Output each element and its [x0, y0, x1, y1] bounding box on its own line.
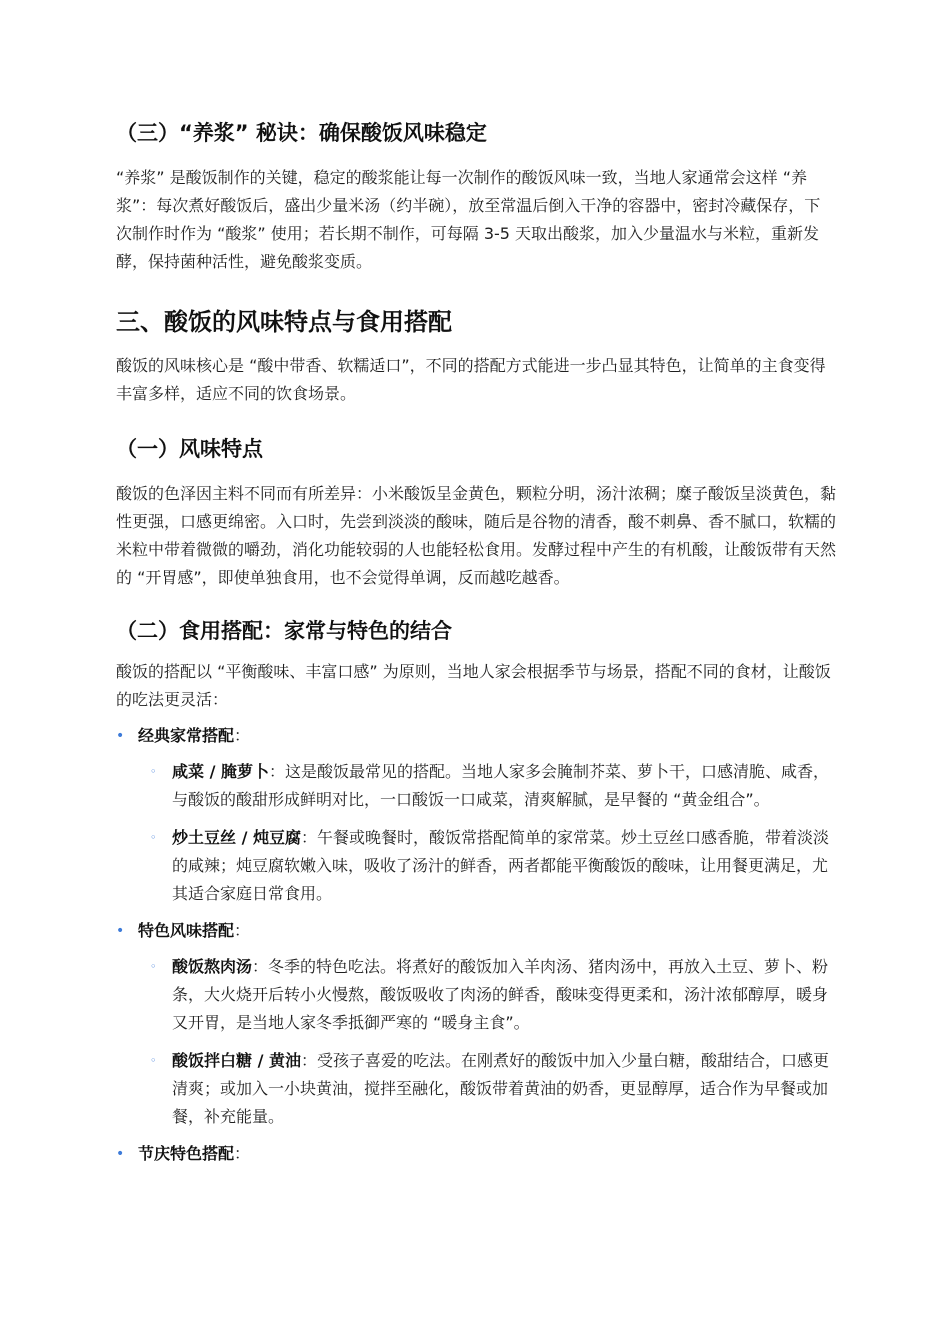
sub-bullet-icon: ◦	[150, 1054, 157, 1067]
list-item-classic	[116, 722, 836, 908]
paragraph-flavor: 酸饭的色泽因主料不同而有所差异：小米酸饭呈金黄色，颗粒分明，汤汁浓稠；糜子酸饭呈淡黄色，黏性更强，口感更绵密。入口时，先尝到淡淡的酸味，随后是谷物的清香，酸不刺鼻、香不腻口，软糯的米粒中带着微微的嚼劲，消化功能较弱的人也能轻松食用。发酵过程中产生的有机酸，让酸饭带有天然的 “开胃感”，即使单独食用，也不会觉得单调，反而越吃越香。	[116, 484, 837, 587]
sublist-item-text: ：这是酸饭最常见的搭配。当地人家多会腌制芥菜、萝卜干，口感清脆、咸香，与酸饭的酸甜形成鲜明对比，一口酸饭一口咸菜，清爽解腻，是早餐的 “黄金组合”。	[172, 762, 830, 809]
sublist-item	[138, 1047, 836, 1131]
list-item-title: 经典家常搭配	[138, 726, 235, 745]
list-item-special	[116, 917, 836, 1131]
sublist-item-title: 炒土豆丝 / 炖豆腐	[172, 828, 301, 847]
list-item-title: 特色风味搭配	[138, 921, 235, 940]
chapter-heading-flavor-pairing: 三、酸饭的风味特点与食用搭配	[116, 308, 452, 336]
sublist-item	[138, 953, 836, 1037]
sublist-classic	[138, 758, 836, 908]
sub-bullet-icon: ◦	[150, 831, 157, 844]
sublist-item-text: ：冬季的特色吃法。将煮好的酸饭加入羊肉汤、猪肉汤中，再放入土豆、萝卜、粉条，大火烧开后转小火慢熬，酸饭吸收了肉汤的鲜香，酸味变得更柔和，汤汁浓郁醇厚，暖身又开胃，是当地人家冬季抵御严寒的 “暖身主食”。	[172, 957, 829, 1032]
sublist-item-text: ：受孩子喜爱的吃法。在刚煮好的酸饭中加入少量白糖，酸甜结合，口感更清爽；或加入一小块黄油，搅拌至融化，酸饭带着黄油的奶香，更显醇厚，适合作为早餐或加餐，补充能量。	[172, 1051, 830, 1126]
sublist-item	[138, 824, 836, 908]
document-page	[116, 112, 836, 1168]
sublist-special	[138, 953, 836, 1131]
list-item-colon: ：	[234, 726, 251, 745]
list-item-festival	[116, 1140, 836, 1168]
section-heading-pairing: （二）食用搭配：家常与特色的结合	[116, 619, 452, 643]
bullet-icon: •	[116, 728, 125, 744]
bullet-icon: •	[116, 923, 125, 939]
section-heading-yangjiang: （三）“养浆” 秘诀：确保酸饭风味稳定	[116, 121, 487, 145]
sublist-item	[138, 758, 836, 814]
section-heading-flavor: （一）风味特点	[116, 437, 263, 461]
bullet-icon: •	[116, 1146, 125, 1162]
sublist-item-title: 酸饭熬肉汤	[172, 957, 253, 976]
sublist-item-title: 咸菜 / 腌萝卜	[172, 762, 269, 781]
paragraph-yangjiang: “养浆” 是酸饭制作的关键，稳定的酸浆能让每一次制作的酸饭风味一致，当地人家通常会这样 “养浆”：每次煮好酸饭后，盛出少量米汤（约半碗），放至常温后倒入干净的容器中，密封冷藏保存，下次制作时作为 “酸浆” 使用；若长期不制作，可每隔 3-5 天取出酸浆，加入少量温水与米粒，重新发酵，保持菌种活性，避免酸浆变质。	[116, 168, 821, 271]
list-item-title: 节庆特色搭配	[138, 1144, 235, 1163]
sublist-item-text: ：午餐或晚餐时，酸饭常搭配简单的家常菜。炒土豆丝口感香脆，带着淡淡的咸辣；炖豆腐软嫩入味，吸收了汤汁的鲜香，两者都能平衡酸饭的酸味，让用餐更满足，尤其适合家庭日常食用。	[172, 828, 830, 903]
list-item-colon: ：	[234, 921, 251, 940]
sublist-item-title: 酸饭拌白糖 / 黄油	[172, 1051, 301, 1070]
paragraph-pairing: 酸饭的搭配以 “平衡酸味、丰富口感” 为原则，当地人家会根据季节与场景，搭配不同的食材，让酸饭的吃法更灵活：	[116, 662, 831, 709]
pairing-list	[116, 722, 836, 1168]
sub-bullet-icon: ◦	[150, 960, 157, 973]
paragraph-flavor-intro: 酸饭的风味核心是 “酸中带香、软糯适口”，不同的搭配方式能进一步凸显其特色，让简单的主食变得丰富多样，适应不同的饮食场景。	[116, 356, 826, 403]
sub-bullet-icon: ◦	[150, 765, 157, 778]
list-item-colon: ：	[234, 1144, 251, 1163]
